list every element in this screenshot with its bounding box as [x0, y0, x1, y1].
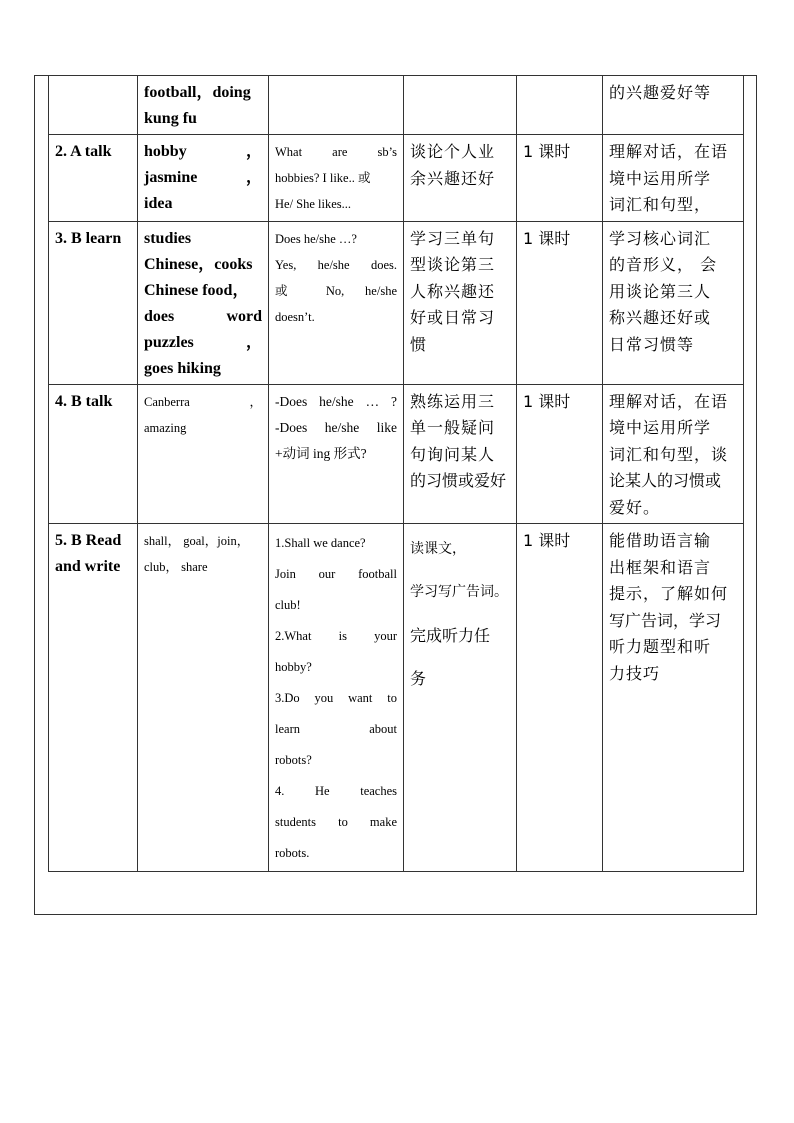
sentence-cell: What are sb’s hobbies? I like.. 或 He/ She likes... — [269, 135, 404, 222]
lesson-cell: 5. B Read and write — [49, 524, 138, 872]
goal-cell: 谈论个人业 余兴趣还好 — [404, 135, 517, 222]
period-cell — [517, 76, 603, 135]
goal-cell — [404, 76, 517, 135]
table-row — [49, 135, 744, 222]
sentence-cell: -Does he/she … ? -Does he/she like +动词 ing 形式? — [269, 384, 404, 524]
lesson-cell: 4. B talk — [49, 384, 138, 524]
vocab-cell: football，doing kung fu — [138, 76, 269, 135]
target-cell: 理解对话，在语 境中运用所学 词汇和句型， — [603, 135, 744, 222]
period-cell: 1 课时 — [517, 221, 603, 384]
vocab-cell: hobby ， jasmine ， idea — [138, 135, 269, 222]
period-cell: 1 课时 — [517, 524, 603, 872]
lesson-cell — [49, 76, 138, 135]
lesson-plan-table — [48, 75, 744, 872]
table-row — [49, 524, 744, 872]
table-row — [49, 76, 744, 135]
target-cell: 能借助语言输 出框架和语言 提示，了解如何 写广告词，学习 听力题型和听 力技巧 — [603, 524, 744, 872]
period-cell: 1 课时 — [517, 135, 603, 222]
lesson-cell: 2. A talk — [49, 135, 138, 222]
vocab-cell: shall， goal，join， club， share — [138, 524, 269, 872]
target-cell: 理解对话，在语 境中运用所学 词汇和句型，谈 论某人的习惯或 爱好。 — [603, 384, 744, 524]
vocab-cell: Canberra ， amazing — [138, 384, 269, 524]
target-cell: 学习核心词汇 的音形义， 会 用谈论第三人 称兴趣还好或 日常习惯等 — [603, 221, 744, 384]
sentence-cell — [269, 76, 404, 135]
lesson-cell: 3. B learn — [49, 221, 138, 384]
goal-cell: 学习三单句 型谈论第三 人称兴趣还 好或日常习 惯 — [404, 221, 517, 384]
goal-cell: 熟练运用三 单一般疑问 句询问某人 的习惯或爱好 — [404, 384, 517, 524]
target-cell: 的兴趣爱好等 — [603, 76, 744, 135]
table-row — [49, 384, 744, 524]
goal-cell: 读课文， 学习写广告词。 完成听力任 务 — [404, 524, 517, 872]
table-row — [49, 221, 744, 384]
period-cell: 1 课时 — [517, 384, 603, 524]
sentence-cell: 1.Shall we dance? Join our football club! 2.What is your hobby? 3.Do you want to learn about robots? 4. He teaches students to make robots. — [269, 524, 404, 872]
sentence-cell: Does he/she …? Yes, he/she does. 或 No, he/she doesn’t. — [269, 221, 404, 384]
vocab-cell: studies Chinese，cooks Chinese food， does word puzzles ， goes hiking — [138, 221, 269, 384]
